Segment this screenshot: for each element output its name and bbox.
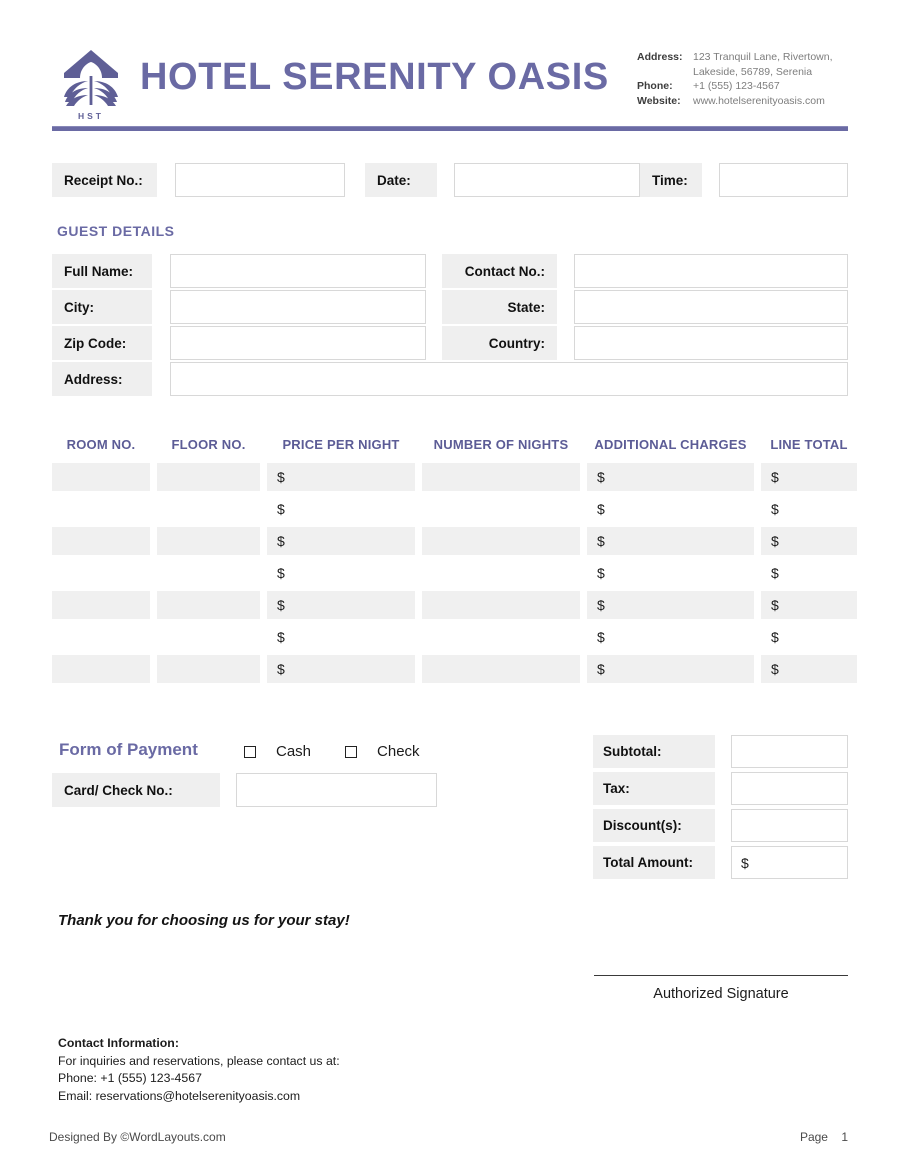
cell-additional-charges[interactable] [587,623,754,651]
zip-code-input[interactable] [170,326,426,360]
cell-additional-charges[interactable] [587,559,754,587]
cell-price-per-night[interactable] [267,655,415,683]
table-row [52,463,848,495]
cell-price-per-night[interactable] [267,527,415,555]
contact-information-line-3: Email: reservations@hotelserenityoasis.com [58,1088,301,1103]
tax-input[interactable] [731,772,848,805]
cell-room-no[interactable] [52,591,150,619]
thank-you-message: Thank you for choosing us for your stay! [58,912,350,929]
cell-additional-charges[interactable] [587,463,754,491]
time-label: Time: [640,163,702,197]
contact-no-input[interactable] [574,254,848,288]
column-header-additional-charges: ADDITIONAL CHARGES [594,437,747,452]
discount-row [593,809,848,845]
cell-additional-charges[interactable] [587,527,754,555]
column-header-room-no: ROOM NO. [66,437,136,452]
cell-additional-charges[interactable] [587,495,754,523]
cell-room-no[interactable] [52,623,150,651]
form-of-payment-title: Form of Payment [59,740,198,759]
cell-number-of-nights[interactable] [422,559,580,587]
cell-line-total[interactable] [761,591,857,619]
address-line-2: Lakeside, 56789, Serenia [693,65,813,78]
cell-price-per-night[interactable] [267,463,415,491]
subtotal-label: Subtotal: [593,735,715,768]
cell-room-no[interactable] [52,495,150,523]
hotel-book-house-logo-icon [60,48,122,122]
address-label: Address: [637,51,683,63]
contact-information-header: Contact Information: [58,1036,179,1050]
city-input[interactable] [170,290,426,324]
total-amount-input[interactable] [731,846,848,879]
designed-by-credit: Designed By ©WordLayouts.com [49,1130,226,1144]
header-divider [52,126,848,131]
tax-label: Tax: [593,772,715,805]
hotel-name-title: HOTEL SERENITY OASIS [140,56,609,98]
cash-label: Cash [276,743,312,760]
cell-room-no[interactable] [52,559,150,587]
date-label: Date: [365,163,437,197]
payment-method-options [244,743,454,760]
cell-additional-charges[interactable] [587,655,754,683]
header-phone-row [637,79,852,94]
phone-value: +1 (555) 123-4567 [693,80,780,92]
column-header-line-total: LINE TOTAL [770,437,848,452]
cell-line-total[interactable] [761,559,857,587]
full-name-input[interactable] [170,254,426,288]
cell-price-per-night[interactable] [267,559,415,587]
page-label: Page [799,1130,828,1144]
cell-line-total[interactable] [761,623,857,651]
cell-floor-no[interactable] [157,527,260,555]
discount-input[interactable] [731,809,848,842]
cell-line-total[interactable] [761,655,857,683]
city-label: City: [52,290,152,324]
cell-price-per-night[interactable] [267,623,415,651]
cell-floor-no[interactable] [157,591,260,619]
cell-line-total[interactable] [761,495,857,523]
receipt-meta-row [52,163,848,197]
authorized-signature-label: Authorized Signature [653,986,789,1002]
page-number: 1 [841,1130,848,1144]
table-header-row [52,437,848,463]
cell-line-total[interactable] [761,463,857,491]
cell-additional-charges[interactable] [587,591,754,619]
date-input[interactable] [454,163,640,197]
cell-number-of-nights[interactable] [422,495,580,523]
total-amount-label: Total Amount: [593,846,715,879]
cell-price-per-night[interactable] [267,495,415,523]
table-row [52,655,848,687]
document-header [52,44,848,122]
website-value: www.hotelserenityoasis.com [693,94,825,107]
contact-no-label: Contact No.: [442,254,557,288]
table-row [52,527,848,559]
subtotal-row [593,735,848,771]
table-row [52,591,848,623]
total-amount-row [593,846,848,882]
header-contact-block [637,50,852,108]
column-header-price-per-night: PRICE PER NIGHT [282,437,400,452]
cell-floor-no[interactable] [157,559,260,587]
zip-code-label: Zip Code: [52,326,152,360]
receipt-no-label: Receipt No.: [52,163,157,197]
cell-number-of-nights[interactable] [422,591,580,619]
cell-floor-no[interactable] [157,655,260,683]
address-input[interactable] [170,362,848,396]
cell-number-of-nights[interactable] [422,623,580,651]
table-row [52,623,848,655]
svg-text:HST: HST [78,111,104,121]
header-address-row [637,50,852,65]
website-label: Website: [637,94,681,107]
cell-room-no[interactable] [52,655,150,683]
footer-contact-information [58,1035,340,1105]
cell-room-no[interactable] [52,527,150,555]
state-input[interactable] [574,290,848,324]
state-label: State: [442,290,557,324]
table-row [52,495,848,527]
country-input[interactable] [574,326,848,360]
contact-information-line-2: Phone: +1 (555) 123-4567 [58,1071,202,1085]
signature-line [594,975,848,976]
check-checkbox[interactable] [345,746,357,758]
cash-checkbox[interactable] [244,746,256,758]
cell-room-no[interactable] [52,463,150,491]
column-header-number-of-nights: NUMBER OF NIGHTS [433,437,569,452]
cell-line-total[interactable] [761,527,857,555]
tax-row [593,772,848,808]
address-line-1: 123 Tranquil Lane, Rivertown, [693,51,833,63]
column-header-floor-no: FLOOR NO. [171,437,246,452]
cell-floor-no[interactable] [157,495,260,523]
card-check-no-input[interactable] [236,773,437,807]
cell-floor-no[interactable] [157,623,260,651]
receipt-no-input[interactable] [175,163,345,197]
card-check-no-label: Card/ Check No.: [52,773,220,807]
discount-label: Discount(s): [593,809,715,842]
header-website-row [637,94,852,109]
country-label: Country: [442,326,557,360]
full-name-label: Full Name: [52,254,152,288]
line-items-table [52,437,848,687]
cell-number-of-nights[interactable] [422,463,580,491]
subtotal-input[interactable] [731,735,848,768]
phone-label: Phone: [637,80,673,92]
guest-details-heading: GUEST DETAILS [57,223,175,239]
page-indicator [800,1130,848,1144]
check-label: Check [377,743,420,760]
cell-price-per-night[interactable] [267,591,415,619]
cell-number-of-nights[interactable] [422,527,580,555]
cell-number-of-nights[interactable] [422,655,580,683]
time-input[interactable] [719,163,848,197]
totals-section [593,735,848,883]
cell-floor-no[interactable] [157,463,260,491]
contact-information-line-1: For inquiries and reservations, please contact us at: [58,1053,340,1068]
table-row [52,559,848,591]
address-label: Address: [52,362,152,396]
